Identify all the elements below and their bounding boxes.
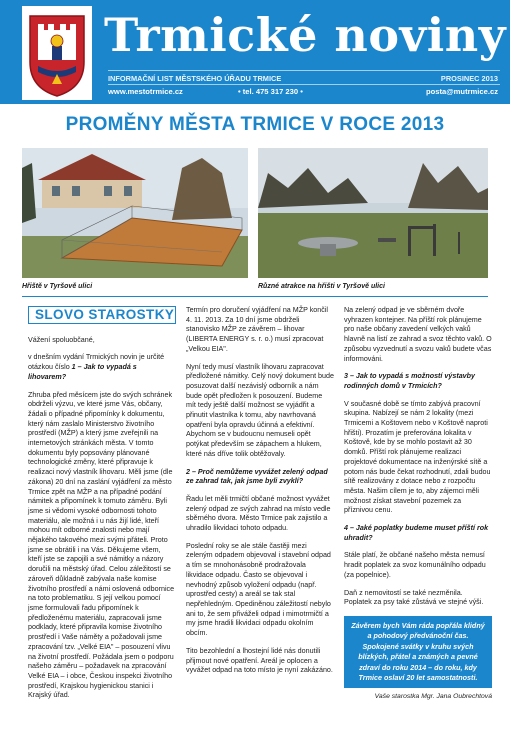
paragraph-lihovar: Zhruba před měsícem jste do svých schránek obdrželi výzvu, ve které jsme Vás, občany, žádali o případné připomínky k dokumentu, který nám zaslalo Ministerstvo životního prostředí (MŽP) a který jsme zveřejnili na internetových stránkách města. V tomto dokumentu byly popsovány plánované technologické změny, které připravuje k realizaci nový vlastník lihovaru. Měli jsme (dle zákona) 20 dní na zaslání vyjádření za město Trmice zpět na MŽP a na případné podání námitek a připomínek k tomuto záměru. Byli jsme si vědomi vysoké odbornosti tohoto materiálu, ale možná i u nás žijí lidé, kteří mohou mít odborné znalosti nebo mají nějakého takového mezi svými přáteli. Proto jsme se obrátili i na Vás. Děkujeme všem, kteří jste se zapojili a své námitky a názory doručili na městský úřad. Celou záležitostí se zároveň důkladně zabývala naše komise životního prostředí a námi oslovená odbornice na toto problematiku. S její velkou pomocí jsme formulovali řadu připomínek k předloženému materiálu, zapracovali jsme podklady, které připravila komise životního prostředí i Vaše náměty a požadovali jsme zpracování tzv. „Velké EIA" – posouzení vlivu na životní prostředí. Požádala jsem o podporu našeho záměru – požadavek na zpracování Velké EIA – i obce, Českou inspekci životního prostředí, Krajskou hygienickou stanici i Krajský úřad.	[28, 390, 175, 700]
masthead-divider-bottom	[108, 84, 500, 85]
column-1	[28, 306, 176, 709]
paragraph-vystavba: V současné době se tímto zabývá pracovní skupina. Nabízejí se nám 2 lokality (mezi Trmicemi a Koštovem nebo v Koštově naproti hřišti). Prozatím je preferována lokalita v Koštově, kde by se mohlo postavit až 30 domků. Příští rok plánujeme realizaci projektové dokumentace na inženýrské sítě a potom nás bude čekat rozhodnutí, zdali budou sítě realizovány z dotace nebo z rozpočtu města. Našim cílem je to, aby zájemci měli možnost získat stavební pozemek za příznivou cenu.	[344, 399, 491, 515]
column-3	[344, 306, 492, 702]
photo-caption-1: Hřiště v Tyršově ulici	[22, 283, 93, 290]
paragraph-stavebni-odpad: Poslední roky se ale stále častěji mezi zeleným odpadem objevoval i stavební odpad a tím se mnohonásobně prodražovala likvidace odpadu. Často se objevoval i nevhodný způsob vyložení odpadu (např. uprostřed cesty) a areál se tak stal nepřehledným. Opediněnou záležitostí nebylo ani to, že sem přiváželi odpad i mimotrmičtí a my jsme hradili likvidaci odpadu okolním obcím.	[186, 541, 331, 638]
signature: Vaše starostka Mgr. Jana Oubrechtová	[374, 693, 492, 701]
masthead	[0, 0, 510, 104]
greeting: Vážení spoluobčané,	[28, 335, 95, 344]
paragraph-poplatky: Stále platí, že občané našeho města nemusí hradit poplatek za svoz komunálního odpadu (za popelnice).	[344, 551, 486, 579]
question-3: 3 – Jak to vypadá s možností výstavby rodinných domů v Trmicích?	[344, 372, 475, 390]
question-2: 2 – Proč nemůžeme vyvážet zelený odpad ze zahrad tak, jak jsme byli zvyklí?	[186, 467, 328, 486]
masthead-divider-top	[108, 70, 500, 71]
intro-paragraph	[28, 353, 176, 382]
phone-number: • tel. 475 317 230 •	[238, 87, 303, 96]
playground-photo-image	[22, 148, 248, 278]
masthead-subtitle: INFORMAČNÍ LIST MĚSTSKÉHO ÚŘADU TRMICE	[108, 74, 282, 83]
photo-playground-attractions	[258, 148, 488, 278]
column-2	[186, 306, 334, 684]
town-crest-icon	[26, 8, 88, 98]
crest-frame	[22, 6, 92, 100]
paragraph-mzp: Termín pro doručení vyjádření na MŽP končil 4. 11. 2013. Za 10 dní jsme obdrželi stanovisko MŽP ze závěrem – lihovar (LIBERTA ENERGY s. r. o.) musí zpracovat „Velkou EIA".	[186, 306, 328, 353]
paragraph-opatreni: Tito bezohlední a lhostejní lidé nás donutili přijmout nové opatření. Areál je oplocen a vyvážet odpad na toto místo je nyní zakázáno.	[186, 646, 333, 675]
question-4: 4 – Jaké poplatky budeme muset příští rok uhradit?	[344, 524, 489, 542]
main-headline: PROMĚNY MĚSTA TRMICE V ROCE 2013	[65, 114, 445, 135]
paragraph-kontejner: Na zelený odpad je ve sběrném dvoře vyhrazen kontejner. Na příští rok plánujeme pro naše občany zavedení velkých vaků hlavně na listí ze zahrad a svoz těchto vaků. O způsobu vyzvednutí a svozu vaků budete včas informováni.	[344, 306, 492, 363]
email-link[interactable]: posta@mutrmice.cz	[426, 87, 498, 96]
attractions-photo-image	[258, 148, 488, 278]
paragraph-dokument: Nyní tedy musí vlastník lihovaru zapracovat předložené námitky. Celý nový dokument bude posuzovat další nezávislý odborník a nám bude opět předložen k posouzení. Budeme mít tedy ještě další možnost se vyjádřit a přinutit vlastníka k tomu, aby navrhovaná opatření byla opravdu účinná a efektivní. Abychom se v budoucnu nemuseli opět potýkat především se zápachem a hlukem, které nás dříve tolik obtěžovaly.	[186, 362, 334, 458]
paragraph-dan: Daň z nemovitostí se také nezměnila. Poplatek za psy také zůstává ve stejné výši.	[344, 588, 484, 607]
issue-date: PROSINEC 2013	[440, 74, 498, 83]
photo-caption-2: Různé atrakce na hřišti v Tyršově ulici	[258, 283, 385, 290]
newspaper-title: Trmické noviny	[104, 8, 506, 62]
closing-wishes-box: Závěrem bych Vám ráda popřála klidný a pohodový předvánoční čas. Spokojené svátky v kruhu svých blízkých, přátel a známých a pevné zdraví do roku 2014 – do roku, kdy Trmice oslaví 20 let samostatnosti.	[344, 616, 492, 688]
intro-text: v dnešním vydání Trmických novin je určité otázkou číslo	[28, 353, 165, 372]
paragraph-zeleny-odpad: Řadu let měli trmičtí občané možnost vyvážet zelený odpad ze svých zahrad na místo vedle sběrného dvora. Město Trmice pak zajistilo a uhradilo likvidaci tohoto odpadu.	[186, 494, 331, 533]
website-link[interactable]: www.mestotrmice.cz	[108, 87, 183, 96]
photo-playground-fenced	[22, 148, 248, 278]
section-divider	[22, 296, 488, 297]
section-title: SLOVO STAROSTKY	[28, 306, 176, 324]
question-1: 1 – Jak to vypadá s lihovarem?	[28, 363, 137, 381]
